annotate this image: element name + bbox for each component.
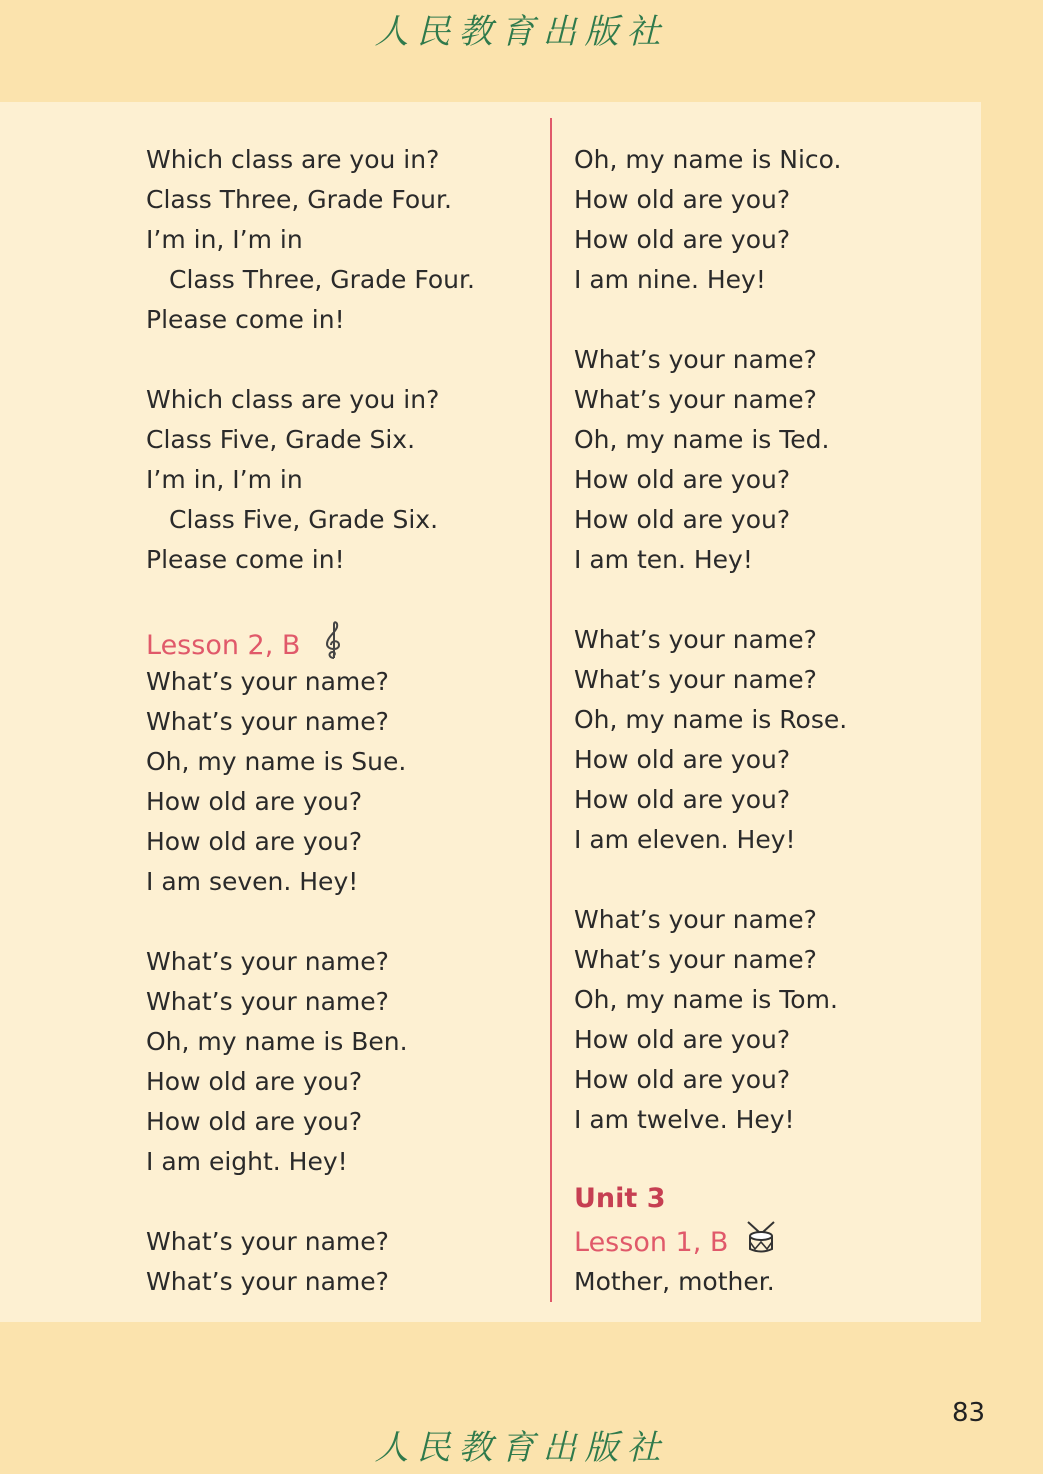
lyric-line: What’s your name? bbox=[146, 667, 389, 696]
left-column bbox=[146, 140, 475, 1302]
lyric-line: I’m in, I’m in bbox=[146, 225, 303, 254]
lyric-line: What’s your name? bbox=[574, 905, 817, 934]
lyric-line: I’m in, I’m in bbox=[146, 465, 303, 494]
lyric-line: How old are you? bbox=[146, 827, 363, 856]
lyric-line: Oh, my name is Ben. bbox=[146, 1027, 408, 1056]
lyric-line: Please come in! bbox=[146, 305, 345, 334]
lesson-heading bbox=[146, 620, 475, 662]
publisher-logo-top: 人民教育出版社 bbox=[374, 12, 669, 52]
column-divider bbox=[550, 118, 552, 1302]
lyric-line: I am eleven. Hey! bbox=[574, 825, 796, 854]
lyric-line: Which class are you in? bbox=[146, 145, 440, 174]
lyric-line: How old are you? bbox=[146, 1107, 363, 1136]
lyric-line: Class Three, Grade Four. bbox=[169, 265, 475, 294]
lyric-line: How old are you? bbox=[574, 1025, 791, 1054]
lyric-line: Class Five, Grade Six. bbox=[169, 505, 439, 534]
lyric-line: I am twelve. Hey! bbox=[574, 1105, 795, 1134]
lyric-line: How old are you? bbox=[146, 1067, 363, 1096]
lesson-heading-label: Lesson 1, B bbox=[574, 1227, 729, 1258]
lyric-line: How old are you? bbox=[574, 1065, 791, 1094]
lyric-line: What’s your name? bbox=[574, 345, 817, 374]
lyric-line: What’s your name? bbox=[146, 1227, 389, 1256]
page-number: 83 bbox=[952, 1398, 986, 1428]
lyric-line: What’s your name? bbox=[574, 385, 817, 414]
lyric-line: Class Three, Grade Four. bbox=[146, 185, 452, 214]
unit-heading: Unit 3 bbox=[574, 1183, 666, 1214]
lyric-line: How old are you? bbox=[574, 505, 791, 534]
lyric-line: How old are you? bbox=[574, 465, 791, 494]
lyric-line: Mother, mother. bbox=[574, 1267, 775, 1296]
lyric-line: What’s your name? bbox=[574, 945, 817, 974]
lyric-line: How old are you? bbox=[146, 787, 363, 816]
lyric-line: How old are you? bbox=[574, 225, 791, 254]
lyric-line: Which class are you in? bbox=[146, 385, 440, 414]
lyric-line: I am eight. Hey! bbox=[146, 1147, 348, 1176]
lyric-line: What’s your name? bbox=[146, 707, 389, 736]
lyric-line: What’s your name? bbox=[574, 625, 817, 654]
drum-icon bbox=[745, 1220, 777, 1267]
lyric-line: Oh, my name is Ted. bbox=[574, 425, 830, 454]
right-column bbox=[574, 140, 847, 1302]
lyric-line: I am nine. Hey! bbox=[574, 265, 766, 294]
lyric-line: Oh, my name is Nico. bbox=[574, 145, 842, 174]
lyric-line: Oh, my name is Sue. bbox=[146, 747, 407, 776]
lyric-line: I am ten. Hey! bbox=[574, 545, 753, 574]
lyric-line: What’s your name? bbox=[146, 987, 389, 1016]
lyric-line: Oh, my name is Tom. bbox=[574, 985, 838, 1014]
lesson-heading bbox=[574, 1220, 847, 1262]
lyric-line: How old are you? bbox=[574, 185, 791, 214]
lyric-line: Please come in! bbox=[146, 545, 345, 574]
lyric-line: What’s your name? bbox=[146, 947, 389, 976]
lyric-line: What’s your name? bbox=[574, 665, 817, 694]
publisher-logo-bottom: 人民教育出版社 bbox=[374, 1428, 669, 1468]
lyric-line: How old are you? bbox=[574, 785, 791, 814]
lyric-line: I am seven. Hey! bbox=[146, 867, 359, 896]
lesson-heading-label: Lesson 2, B bbox=[146, 630, 301, 661]
lyric-line: What’s your name? bbox=[146, 1267, 389, 1296]
lyric-line: How old are you? bbox=[574, 745, 791, 774]
lyric-line: Class Five, Grade Six. bbox=[146, 425, 416, 454]
lyric-line: Oh, my name is Rose. bbox=[574, 705, 848, 734]
